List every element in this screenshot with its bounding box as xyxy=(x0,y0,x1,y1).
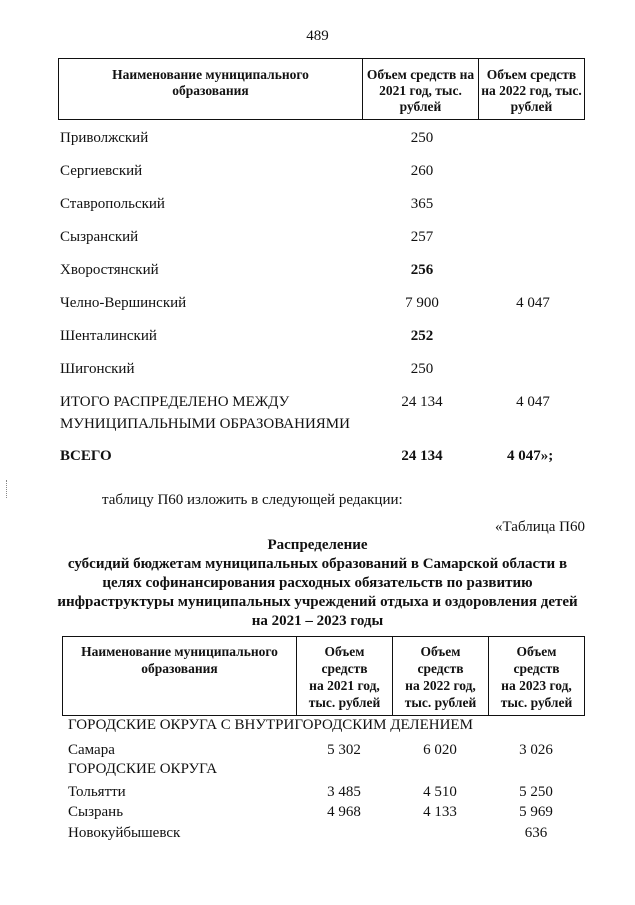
row-name: Хворостянский xyxy=(60,262,159,278)
row-value-2021: 256 xyxy=(410,262,434,278)
table1-header-name: Наименование муниципального образования xyxy=(59,59,363,120)
row-name: Сызрань xyxy=(68,804,124,820)
total-value-2021: 24 134 xyxy=(401,448,443,464)
title-line: инфраструктуры муниципальных учреждений отдыха и оздоровления детей xyxy=(57,594,578,610)
row-value-2021: 4 968 xyxy=(327,804,361,820)
row-value-2023: 5 250 xyxy=(519,784,553,800)
table2-header-2021 xyxy=(297,637,393,716)
table2-header xyxy=(62,636,585,716)
distributed-label-line2: МУНИЦИПАЛЬНЫМИ ОБРАЗОВАНИЯМИ xyxy=(60,416,350,432)
table1-header xyxy=(58,58,585,120)
row-name: Сызранский xyxy=(60,229,139,245)
title-line: целях софинансирования расходных обязательств по развитию xyxy=(102,575,533,591)
row-value-2021: 365 xyxy=(410,196,434,212)
table2-header-name xyxy=(63,637,297,716)
header-line: на 2023 год, xyxy=(501,678,572,693)
row-name: Тольятти xyxy=(68,784,126,800)
row-name: Приволжский xyxy=(60,130,149,146)
table2-header-2023 xyxy=(489,637,585,716)
total-value-2022: 4 047»; xyxy=(507,448,554,464)
row-value-2021: 250 xyxy=(410,130,434,146)
distributed-value-2022: 4 047 xyxy=(516,394,550,410)
row-value-2021: 7 900 xyxy=(405,295,439,311)
title-line: субсидий бюджетам муниципальных образований в Самарской области в xyxy=(67,556,568,572)
header-line: образования xyxy=(141,661,218,676)
distributed-label-line1: ИТОГО РАСПРЕДЕЛЕНО МЕЖДУ xyxy=(60,394,290,410)
distributed-value-2021: 24 134 xyxy=(401,394,443,410)
row-value-2022: 4 133 xyxy=(423,804,457,820)
header-line: Наименование муниципального xyxy=(81,644,278,659)
header-line: средств xyxy=(321,661,368,676)
row-value-2023: 636 xyxy=(524,825,548,841)
header-line: средств xyxy=(513,661,560,676)
header-line: тыс. рублей xyxy=(500,695,573,710)
header-line: Объем xyxy=(516,644,557,659)
row-name: Челно-Вершинский xyxy=(60,295,187,311)
row-value-2022: 4 047 xyxy=(516,295,550,311)
header-line: тыс. рублей xyxy=(308,695,381,710)
table1-header-2022: Объем средств на 2022 год, тыс. рублей xyxy=(479,59,585,120)
table2-title xyxy=(40,536,595,631)
row-value-2021: 250 xyxy=(410,361,434,377)
title-line: на 2021 – 2023 годы xyxy=(251,613,384,629)
title-line: Распределение xyxy=(267,537,368,553)
row-name: Ставропольский xyxy=(60,196,165,212)
row-name: Самара xyxy=(68,742,115,758)
section-heading: ГОРОДСКИЕ ОКРУГА С ВНУТРИГОРОДСКИМ ДЕЛЕНИЕМ xyxy=(68,717,473,733)
header-line: на 2022 год, xyxy=(405,678,476,693)
header-line: Объем xyxy=(324,644,365,659)
row-name: Шигонский xyxy=(60,361,135,377)
row-name: Новокуйбышевск xyxy=(68,825,181,841)
row-value-2021: 252 xyxy=(410,328,434,344)
row-value-2021: 5 302 xyxy=(327,742,361,758)
table-note: «Таблица П60 xyxy=(495,519,585,535)
header-line: Объем xyxy=(420,644,461,659)
row-value-2023: 3 026 xyxy=(519,742,553,758)
total-label: ВСЕГО xyxy=(60,448,112,464)
header-line: средств xyxy=(417,661,464,676)
intro-text: таблицу П60 изложить в следующей редакции: xyxy=(102,492,403,508)
row-value-2022: 4 510 xyxy=(423,784,457,800)
page-number: 489 xyxy=(306,28,329,44)
row-value-2021: 260 xyxy=(410,163,434,179)
row-value-2021: 257 xyxy=(410,229,434,245)
header-line: тыс. рублей xyxy=(404,695,477,710)
table2-header-2022 xyxy=(393,637,489,716)
row-name: Сергиевский xyxy=(60,163,143,179)
table1-header-2021: Объем средств на 2021 год, тыс. рублей xyxy=(363,59,479,120)
scan-mark xyxy=(6,480,11,498)
header-line: на 2021 год, xyxy=(309,678,380,693)
row-name: Шенталинский xyxy=(60,328,157,344)
section-heading: ГОРОДСКИЕ ОКРУГА xyxy=(68,761,218,777)
row-value-2021: 3 485 xyxy=(327,784,361,800)
row-value-2023: 5 969 xyxy=(519,804,553,820)
row-value-2022: 6 020 xyxy=(423,742,457,758)
